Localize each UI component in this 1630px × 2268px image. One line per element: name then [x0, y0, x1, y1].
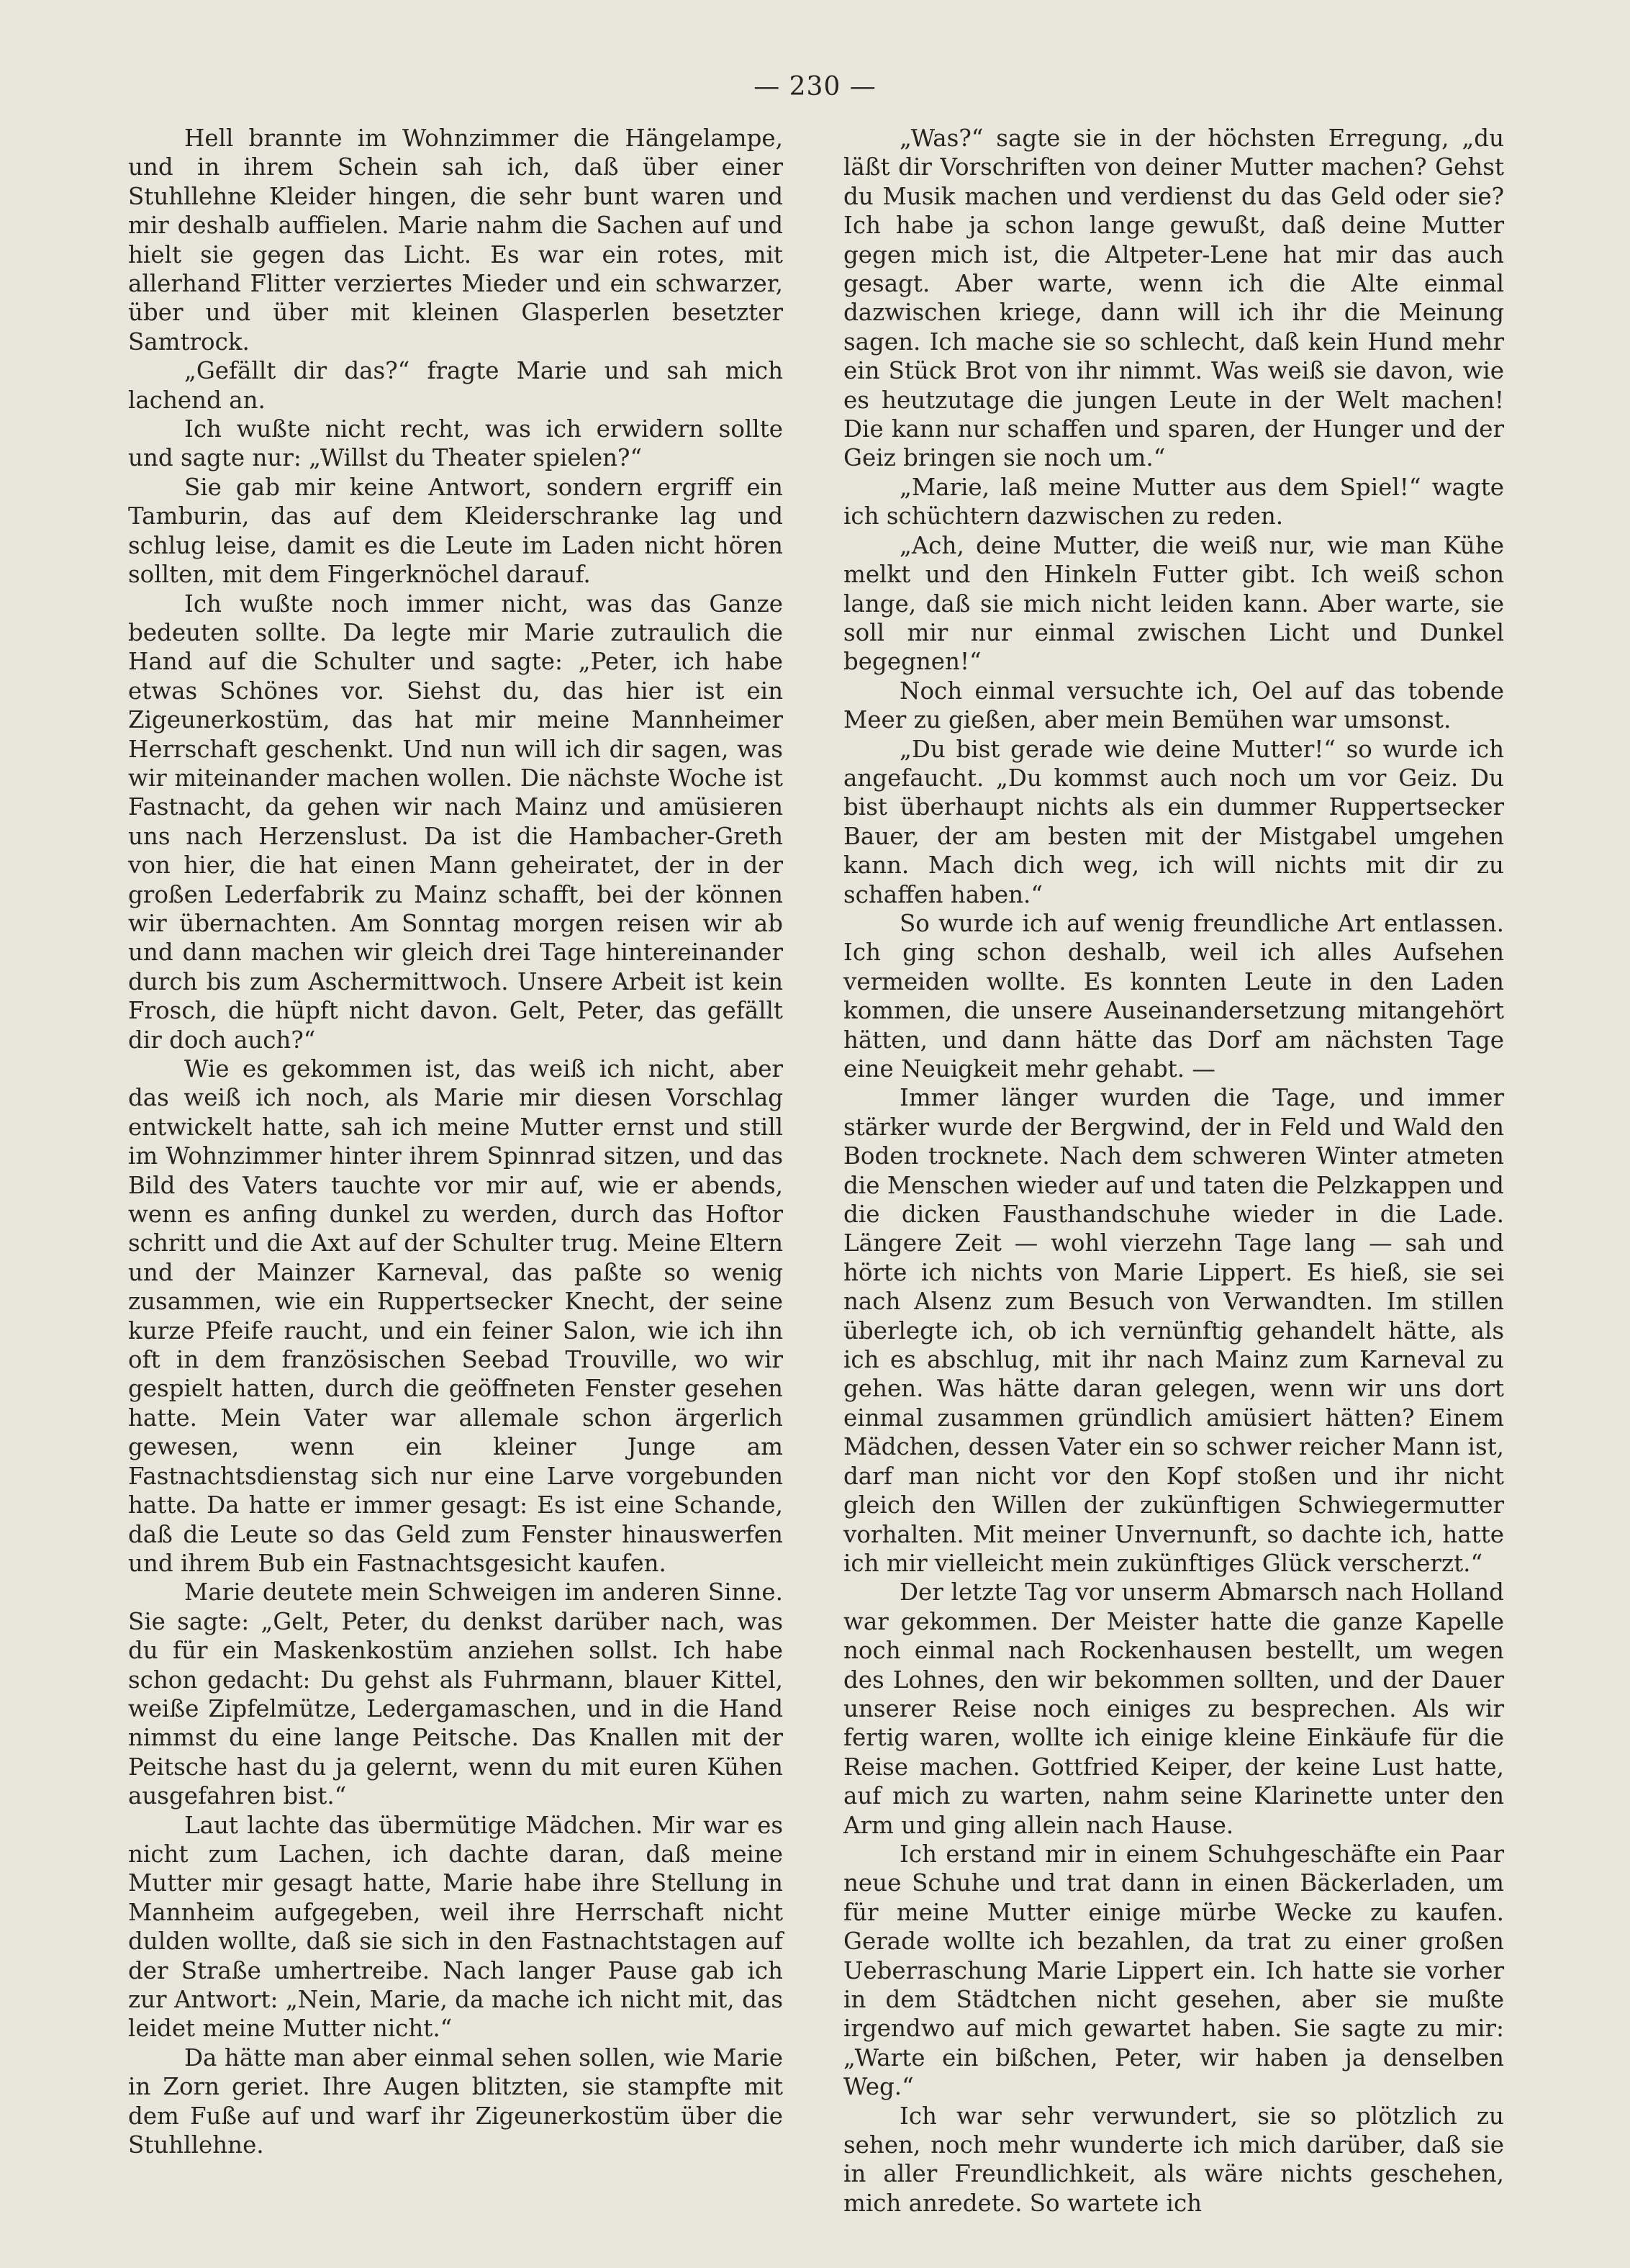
paragraph: „Gefällt dir das?“ fragte Marie und sah mich lachend an. — [128, 357, 783, 414]
paragraph: „Ach, deine Mutter, die weiß nur, wie man Kühe melkt und den Hinkeln Futter gibt. Ich weiß schon lange, daß sie mich nicht leiden kann. Aber warte, sie soll mir nur einmal zwischen Licht und Dunkel begegnen!“ — [843, 531, 1504, 676]
paragraph: Laut lachte das übermütige Mädchen. Mir war es nicht zum Lachen, ich dachte daran, daß meine Mutter mir gesagt hatte, Marie habe ihre Stellung in Mannheim aufgegeben, weil ihre Herrschaft nicht dulden wollte, daß sie sich in den Fastnachtstagen auf der Straße umhertreibe. Nach langer Pause gab ich zur Antwort: „Nein, Marie, da mache ich nicht mit, das leidet meine Mutter nicht.“ — [128, 1811, 783, 2043]
paragraph: Wie es gekommen ist, das weiß ich nicht, aber das weiß ich noch, als Marie mir diesen Vorschlag entwickelt hatte, sah ich meine Mutter ernst und still im Wohnzimmer hinter ihrem Spinnrad sitzen, und das Bild des Vaters tauchte vor mir auf, wie er abends, wenn es anfing dunkel zu werden, durch das Hoftor schritt und die Axt auf der Schulter trug. Meine Eltern und der Mainzer Karneval, das paßte so wenig zusammen, wie ein Ruppertsecker Knecht, der seine kurze Pfeife raucht, und ein feiner Salon, wie ich ihn oft in dem französischen Seebad Trouville, wo wir gespielt hatten, durch die geöffneten Fenster gesehen hatte. Mein Vater war allemale schon ärgerlich gewesen, wenn ein kleiner Junge am Fastnachtsdienstag sich nur eine Larve vorgebunden hatte. Da hatte er immer gesagt: Es ist eine Schande, daß die Leute so das Geld zum Fenster hinauswerfen und ihrem Bub ein Fastnachtsgesicht kaufen. — [128, 1055, 783, 1577]
paragraph: „Was?“ sagte sie in der höchsten Erregung, „du läßt dir Vorschriften von deiner Mutter machen? Gehst du Musik machen und verdienst du das Geld oder sie? Ich habe ja schon lange gewußt, daß deine Mutter gegen mich ist, die Altpeter-Lene hat mir das auch gesagt. Aber warte, wenn ich die Alte einmal dazwischen kriege, dann will ich ihr die Meinung sagen. Ich mache sie so schlecht, daß kein Hund mehr ein Stück Brot von ihr nimmt. Was weiß sie davon, wie es heutzutage die jungen Leute in der Welt machen! Die kann nur schaffen und sparen, der Hunger und der Geiz bringen sie noch um.“ — [843, 125, 1504, 472]
paragraph: „Du bist gerade wie deine Mutter!“ so wurde ich angefaucht. „Du kommst auch noch um vor Geiz. Du bist überhaupt nichts als ein dummer Ruppertsecker Bauer, der am besten mit der Mistgabel umgehen kann. Mach dich weg, ich will nichts mit dir zu schaffen haben.“ — [843, 735, 1504, 908]
paragraph: „Marie, laß meine Mutter aus dem Spiel!“ wagte ich schüchtern dazwischen zu reden. — [843, 473, 1504, 530]
paragraph: Ich wußte noch immer nicht, was das Ganze bedeuten sollte. Da legte mir Marie zutraulich die Hand auf die Schulter und sagte: „Peter, ich habe etwas Schönes vor. Siehst du, das hier ist ein Zigeunerkostüm, das hat mir meine Mannheimer Herrschaft geschenkt. Und nun will ich dir sagen, was wir miteinander machen wollen. Die nächste Woche ist Fastnacht, da gehen wir nach Mainz und amüsieren uns nach Herzenslust. Da ist die Hambacher-Greth von hier, die hat einen Mann geheiratet, der in der großen Lederfabrik zu Mainz schafft, bei der können wir übernachten. Am Sonntag morgen reisen wir ab und dann machen wir gleich drei Tage hintereinander durch bis zum Aschermittwoch. Unsere Arbeit ist kein Frosch, die hüpft nicht davon. Gelt, Peter, das gefällt dir doch auch?“ — [128, 589, 783, 1054]
paragraph: Sie gab mir keine Antwort, sondern ergriff ein Tamburin, das auf dem Kleiderschranke lag und schlug leise, damit es die Leute im Laden nicht hören sollten, mit dem Fingerknöchel darauf. — [128, 473, 783, 589]
paragraph: Immer länger wurden die Tage, und immer stärker wurde der Bergwind, der in Feld und Wald den Boden trocknete. Nach dem schweren Winter atmeten die Menschen wieder auf und taten die Pelzkappen und die dicken Fausthandschuhe wieder in die Lade. Längere Zeit — wohl vierzehn Tage lang — sah und hörte ich nichts von Marie Lippert. Es hieß, sie sei nach Alsenz zum Besuch von Verwandten. Im stillen überlegte ich, ob ich vernünftig gehandelt hätte, als ich es abschlug, mit ihr nach Mainz zum Karneval zu gehen. Was hätte daran gelegen, wenn wir uns dort einmal zusammen gründlich amüsiert hätten? Einem Mädchen, dessen Vater ein so schwer reicher Mann ist, darf man nicht vor den Kopf stoßen und ihr nicht gleich den Willen der zukünftigen Schwiegermutter vorhalten. Mit meiner Unvernunft, so dachte ich, hatte ich mir vielleicht mein zukünftiges Glück verscherzt.“ — [843, 1084, 1504, 1577]
paragraph: Ich war sehr verwundert, sie so plötzlich zu sehen, noch mehr wunderte ich mich darüber, daß sie in aller Freundlichkeit, als wäre nichts geschehen, mich anredete. So wartete ich — [843, 2102, 1504, 2217]
page-number: — 230 — — [753, 72, 877, 101]
left-column — [128, 124, 783, 2159]
right-column — [843, 124, 1504, 2218]
paragraph: So wurde ich auf wenig freundliche Art entlassen. Ich ging schon deshalb, weil ich alles Aufsehen vermeiden wollte. Es konnten Leute in den Laden kommen, die unsere Auseinandersetzung mitangehört hätten, und dann hätte das Dorf am nächsten Tage eine Neuigkeit mehr gehabt. — — [843, 909, 1504, 1083]
paragraph: Ich erstand mir in einem Schuhgeschäfte ein Paar neue Schuhe und trat dann in einen Bäckerladen, um für meine Mutter einige mürbe Wecke zu kaufen. Gerade wollte ich bezahlen, da trat zu einer großen Ueberraschung Marie Lippert ein. Ich hatte sie vorher in dem Städtchen nicht gesehen, aber sie mußte irgendwo auf mich gewartet haben. Sie sagte zu mir: „Warte ein bißchen, Peter, wir haben ja denselben Weg.“ — [843, 1840, 1504, 2101]
paragraph: Marie deutete mein Schweigen im anderen Sinne. Sie sagte: „Gelt, Peter, du denkst darüber nach, was du für ein Maskenkostüm anziehen sollst. Ich habe schon gedacht: Du gehst als Fuhrmann, blauer Kittel, weiße Zipfelmütze, Ledergamaschen, und in die Hand nimmst du eine lange Peitsche. Das Knallen mit der Peitsche hast du ja gelernt, wenn du mit euren Kühen ausgefahren bist.“ — [128, 1578, 783, 1810]
paragraph: Da hätte man aber einmal sehen sollen, wie Marie in Zorn geriet. Ihre Augen blitzten, sie stampfte mit dem Fuße auf und warf ihr Zigeunerkostüm über die Stuhllehne. — [128, 2043, 783, 2159]
paragraph: Hell brannte im Wohnzimmer die Hängelampe, und in ihrem Schein sah ich, daß über einer Stuhllehne Kleider hingen, die sehr bunt waren und mir deshalb auffielen. Marie nahm die Sachen auf und hielt sie gegen das Licht. Es war ein rotes, mit allerhand Flitter verziertes Mieder und ein schwarzer, über und über mit kleinen Glasperlen besetzter Samtrock. — [128, 125, 783, 356]
paragraph: Der letzte Tag vor unserm Abmarsch nach Holland war gekommen. Der Meister hatte die ganze Kapelle noch einmal nach Rockenhausen bestellt, um wegen des Lohnes, den wir bekommen sollten, und der Dauer unserer Reise noch einiges zu besprechen. Als wir fertig waren, wollte ich einige kleine Einkäufe für die Reise machen. Gottfried Keiper, der keine Lust hatte, auf mich zu warten, nahm seine Klarinette unter den Arm und ging allein nach Hause. — [843, 1578, 1504, 1839]
paragraph: Ich wußte nicht recht, was ich erwidern sollte und sagte nur: „Willst du Theater spielen?“ — [128, 415, 783, 472]
paragraph: Noch einmal versuchte ich, Oel auf das tobende Meer zu gießen, aber mein Bemühen war umsonst. — [843, 677, 1504, 734]
